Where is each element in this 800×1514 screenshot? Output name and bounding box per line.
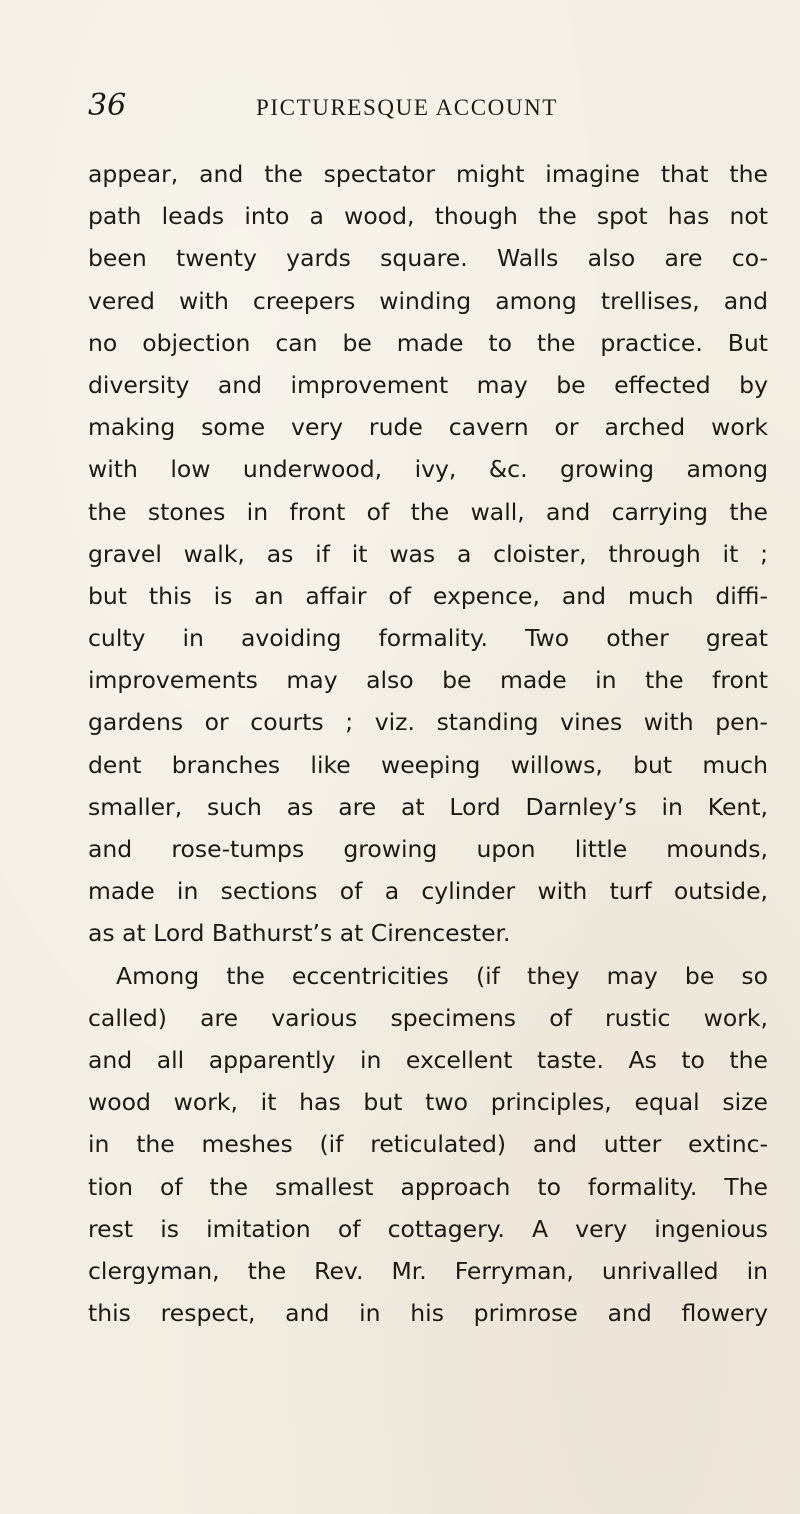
text-line: been twenty yards square. Walls also are co- (88, 244, 768, 273)
text-line: with low underwood, ivy, &c. growing among (88, 455, 768, 484)
text-line: the stones in front of the wall, and carrying the (88, 497, 768, 526)
running-head: PICTURESQUE ACCOUNT (256, 95, 558, 120)
text-line: no objection can be made to the practice. But (88, 328, 768, 357)
text-line: but this is an affair of expence, and much diffi- (88, 581, 768, 610)
text-line: and rose-tumps growing upon little mounds, (88, 835, 768, 863)
text-line: wood work, it has but two principles, equal size (88, 1088, 768, 1117)
text-line: smaller, such as are at Lord Darnley’s in Kent, (88, 792, 768, 821)
text-line: gravel walk, as if it was a cloister, through it ; (88, 539, 768, 568)
text-line: diversity and improvement may be effected by (88, 370, 768, 399)
text-line: and all apparently in excellent taste. As to the (88, 1045, 768, 1074)
text-line: made in sections of a cylinder with turf outside, (88, 877, 768, 906)
page-header (88, 88, 748, 128)
text-line: rest is imitation of cottagery. A very ingenious (88, 1214, 768, 1243)
text-line: called) are various specimens of rustic work, (88, 1003, 768, 1032)
body-text (88, 153, 768, 1334)
text-line: appear, and the spectator might imagine that the (88, 160, 768, 188)
text-line: dent branches like weeping willows, but much (88, 750, 768, 779)
text-line: making some very rude cavern or arched work (88, 413, 768, 442)
text-line: tion of the smallest approach to formality. The (88, 1172, 768, 1201)
paragraph-start-line: Among the eccentricities (if they may be so (116, 961, 768, 990)
text-line: improvements may also be made in the front (88, 666, 768, 695)
paragraph-end-line: as at Lord Bathurst’s at Cirencester. (88, 919, 511, 948)
text-line: culty in avoiding formality. Two other great (88, 624, 768, 653)
text-line: path leads into a wood, though the spot has not (88, 202, 768, 231)
text-line: clergyman, the Rev. Mr. Ferryman, unrivalled in (88, 1256, 768, 1285)
page-number: 36 (88, 88, 127, 123)
text-line: this respect, and in his primrose and flowery (88, 1299, 768, 1328)
text-line: vered with creepers winding among trellises, and (88, 286, 768, 315)
text-line: in the meshes (if reticulated) and utter extinc- (88, 1130, 768, 1159)
text-line: gardens or courts ; viz. standing vines with pen- (88, 708, 768, 737)
